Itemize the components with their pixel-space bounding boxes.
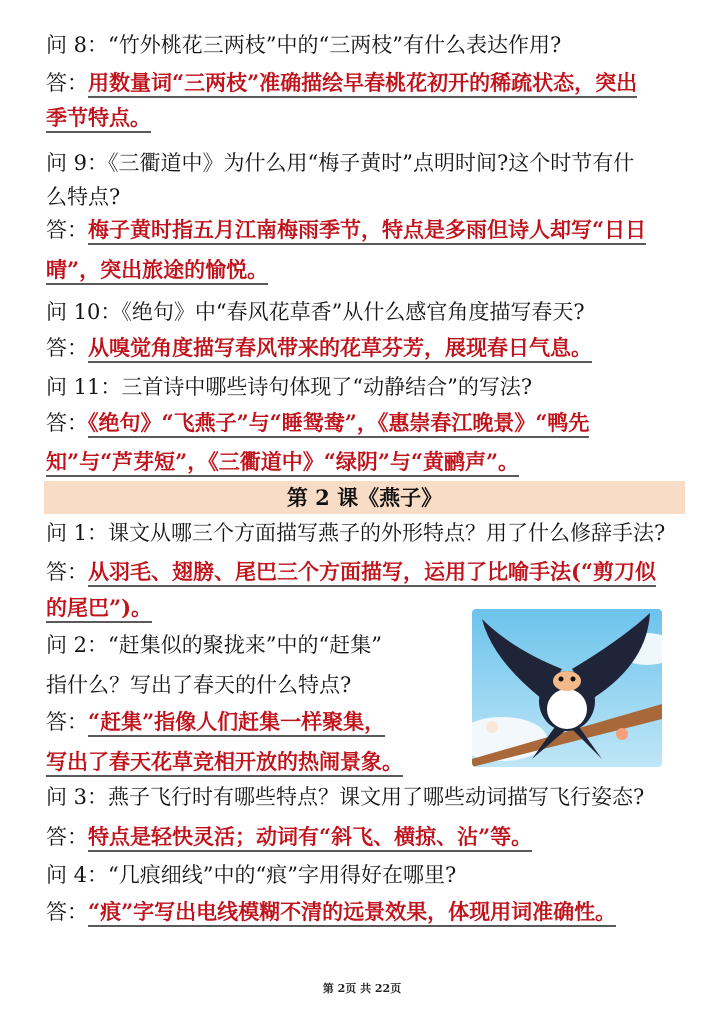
- q-label: 问 2：: [46, 633, 109, 657]
- a-text: 梅子黄时指五月江南梅雨季节，特点是多雨但诗人却写“日日: [88, 217, 646, 245]
- q-label: 问 9：: [46, 151, 109, 175]
- page-number: 第 2页 共 22页: [322, 982, 402, 995]
- answer-9: [46, 216, 646, 244]
- q-label: 问 11：: [46, 375, 122, 399]
- question-2-cont: [46, 671, 351, 699]
- answer-3: [46, 823, 532, 851]
- a-label: 答：: [46, 411, 88, 435]
- a-text: 的尾巴”)。: [46, 595, 152, 623]
- q-text: “赶集似的聚拢来”中的“赶集”: [108, 633, 382, 657]
- a-label: 答：: [46, 336, 88, 360]
- answer-10: [46, 334, 592, 362]
- answer-11: [46, 409, 589, 437]
- a-text: 特点是轻快灵活；动词有“斜飞、横掠、沾”等。: [88, 824, 532, 852]
- a-text: 用数量词“三两枝”准确描绘早春桃花初开的稀疏状态，突出: [88, 70, 637, 98]
- question-8: [46, 31, 561, 59]
- swallow-illustration: [472, 609, 662, 767]
- answer-4: [46, 898, 616, 926]
- q-text: 课文从哪三个方面描写燕子的外形特点？用了什么修辞手法?: [108, 521, 666, 545]
- q-label: 问 4：: [46, 863, 109, 887]
- q-text: 燕子飞行时有哪些特点？课文用了哪些动词描写飞行姿态?: [108, 785, 645, 809]
- q-label: 问 1：: [46, 521, 109, 545]
- q-text: “竹外桃花三两枝”中的“三两枝”有什么表达作用?: [108, 33, 562, 57]
- q-text: 三首诗中哪些诗句体现了“动静结合”的写法?: [121, 375, 533, 399]
- q-text: 么特点?: [46, 185, 121, 209]
- question-4: [46, 861, 456, 889]
- answer-8-cont: [46, 104, 151, 132]
- a-label: 答：: [46, 825, 88, 849]
- q-text: “几痕细线”中的“痕”字用得好在哪里?: [108, 863, 457, 887]
- a-text: 晴”，突出旅途的愉悦。: [46, 257, 268, 285]
- a-text: “赶集”指像人们赶集一样聚集，: [88, 709, 385, 737]
- answer-8: [46, 69, 637, 97]
- answer-11-cont: [46, 448, 519, 476]
- q-text: 《三衢道中》为什么用“梅子黄时”点明时间?这个时节有什: [108, 151, 635, 175]
- a-text: 知”与“芦芽短”，《三衢道中》“绿阴”与“黄鹂声”。: [46, 449, 519, 477]
- question-9-cont: [46, 183, 120, 211]
- q-label: 问 3：: [46, 785, 109, 809]
- a-label: 答：: [46, 560, 88, 584]
- a-text: 写出了春天花草竞相开放的热闹景象。: [46, 749, 403, 777]
- question-11: [46, 373, 532, 401]
- question-3: [46, 783, 644, 811]
- answer-1: [46, 558, 656, 586]
- q-text: 《绝句》中“春风花草香”从什么感官角度描写春天?: [121, 300, 585, 324]
- a-label: 答：: [46, 71, 88, 95]
- q-label: 问 10：: [46, 300, 122, 324]
- answer-2-cont: [46, 748, 403, 776]
- a-text: 从羽毛、翅膀、尾巴三个方面描写，运用了比喻手法(“剪刀似: [88, 559, 656, 587]
- a-text: 《绝句》“飞燕子”与“睡鸳鸯”，《惠崇春江晚景》“鸭先: [88, 410, 589, 438]
- a-text: 从嗅觉角度描写春风带来的花草芬芳，展现春日气息。: [88, 335, 592, 363]
- question-10: [46, 298, 585, 326]
- q-text: 指什么？写出了春天的什么特点?: [46, 673, 352, 697]
- a-text: 季节特点。: [46, 105, 151, 133]
- a-label: 答：: [46, 900, 88, 924]
- lesson-title-banner: 第 2 课《燕子》: [44, 481, 685, 514]
- answer-2: [46, 708, 385, 736]
- question-2: [46, 631, 382, 659]
- question-9: [46, 149, 634, 177]
- a-text: “痕”字写出电线模糊不清的远景效果，体现用词准确性。: [88, 899, 616, 927]
- answer-9-cont: [46, 256, 268, 284]
- answer-1-cont: [46, 594, 152, 622]
- question-1: [46, 519, 665, 547]
- a-label: 答：: [46, 710, 88, 734]
- a-label: 答：: [46, 218, 88, 242]
- q-label: 问 8：: [46, 33, 109, 57]
